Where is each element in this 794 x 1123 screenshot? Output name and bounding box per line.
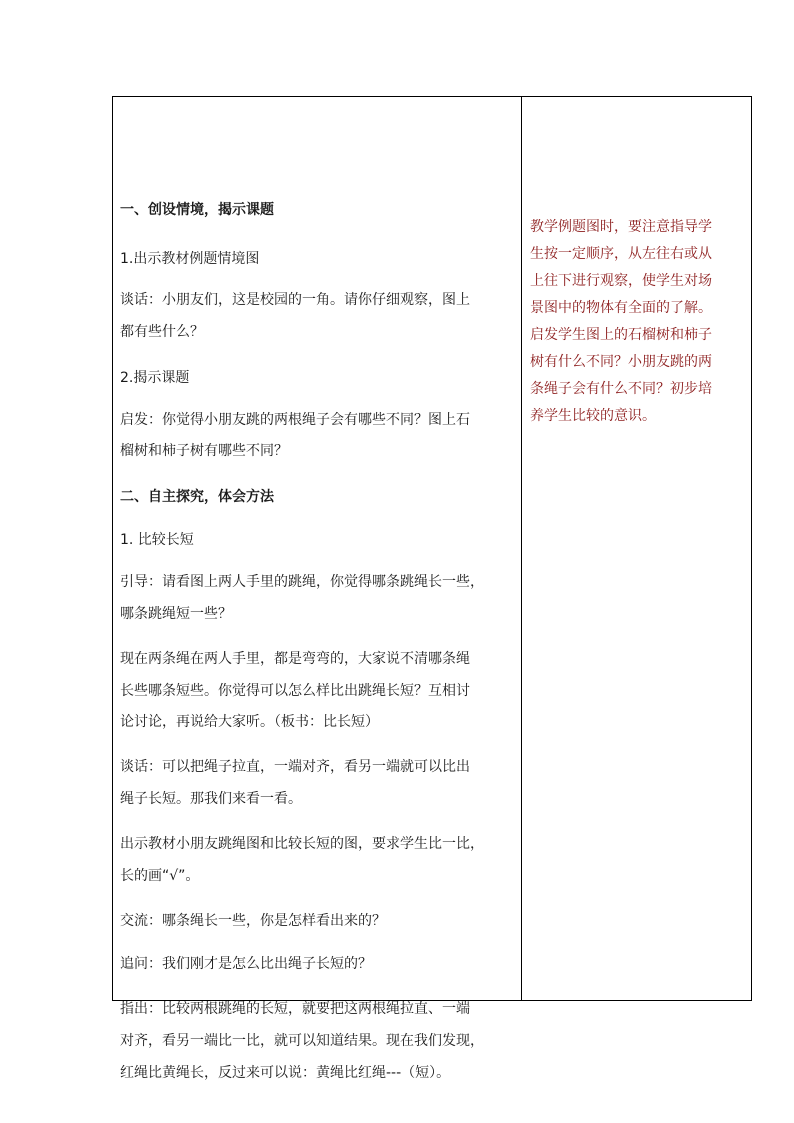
- paragraph-line: 启发：你觉得小朋友跳的两根绳子会有哪些不同？图上石: [120, 412, 470, 428]
- paragraph-line: 交流：哪条绳长一些，你是怎样看出来的？: [120, 913, 386, 929]
- paragraph-line: 引导：请看图上两人手里的跳绳，你觉得哪条跳绳长一些，: [120, 574, 484, 590]
- step-2-1: 1. 比较长短: [120, 532, 194, 548]
- paragraph-line: 都有些什么？: [120, 324, 204, 340]
- note-line: 启发学生图上的石榴树和柿子: [530, 327, 712, 343]
- note-line: 教学例题图时，要注意指导学: [530, 219, 712, 235]
- note-line: 生按一定顺序，从左往右或从: [530, 246, 712, 262]
- note-line: 上往下进行观察，使学生对场: [530, 273, 712, 289]
- note-line: 树有什么不同？小朋友跳的两: [530, 354, 712, 370]
- paragraph-line: 追问：我们刚才是怎么比出绳子长短的？: [120, 956, 372, 972]
- step-1-2: 2.揭示课题: [120, 370, 190, 386]
- teaching-process-column: [113, 97, 522, 1081]
- paragraph-line: 长些哪条短些。你觉得可以怎么样比出跳绳长短？互相讨: [120, 683, 470, 699]
- paragraph-line: 哪条跳绳短一些？: [120, 606, 232, 622]
- paragraph-line: 对齐，看另一端比一比，就可以知道结果。现在我们发现，: [120, 1033, 484, 1049]
- note-line: 养学生比较的意识。: [530, 408, 656, 424]
- paragraph-line: 长的画“√”。: [120, 868, 200, 884]
- section-heading-2: 二、自主探究，体会方法: [120, 489, 274, 505]
- notes-column: [522, 97, 751, 1000]
- paragraph-line: 指出：比较两根跳绳的长短，就要把这两根绳拉直、一端: [120, 1001, 470, 1017]
- paragraph-line: 榴树和柿子树有哪些不同？: [120, 443, 288, 459]
- paragraph-line: 论讨论，再说给大家听。（板书：比长短）: [120, 714, 379, 730]
- note-line: 景图中的物体有全面的了解。: [530, 300, 712, 316]
- paragraph-line: 谈话：小朋友们，这是校园的一角。请你仔细观察，图上: [120, 292, 470, 308]
- paragraph-line: 红绳比黄绳长，反过来可以说：黄绳比红绳---（短）。: [120, 1065, 451, 1081]
- paragraph-line: 谈话：可以把绳子拉直，一端对齐，看另一端就可以比出: [120, 759, 470, 775]
- section-heading-1: 一、创设情境，揭示课题: [120, 202, 274, 218]
- step-1-1: 1.出示教材例题情境图: [120, 251, 260, 267]
- paragraph-line: 现在两条绳在两人手里，都是弯弯的，大家说不清哪条绳: [120, 651, 470, 667]
- paragraph-line: 绳子长短。那我们来看一看。: [120, 791, 302, 807]
- paragraph-line: 出示教材小朋友跳绳图和比较长短的图，要求学生比一比，: [120, 836, 484, 852]
- lesson-plan-table: [112, 96, 752, 1081]
- note-line: 条绳子会有什么不同？初步培: [530, 381, 712, 397]
